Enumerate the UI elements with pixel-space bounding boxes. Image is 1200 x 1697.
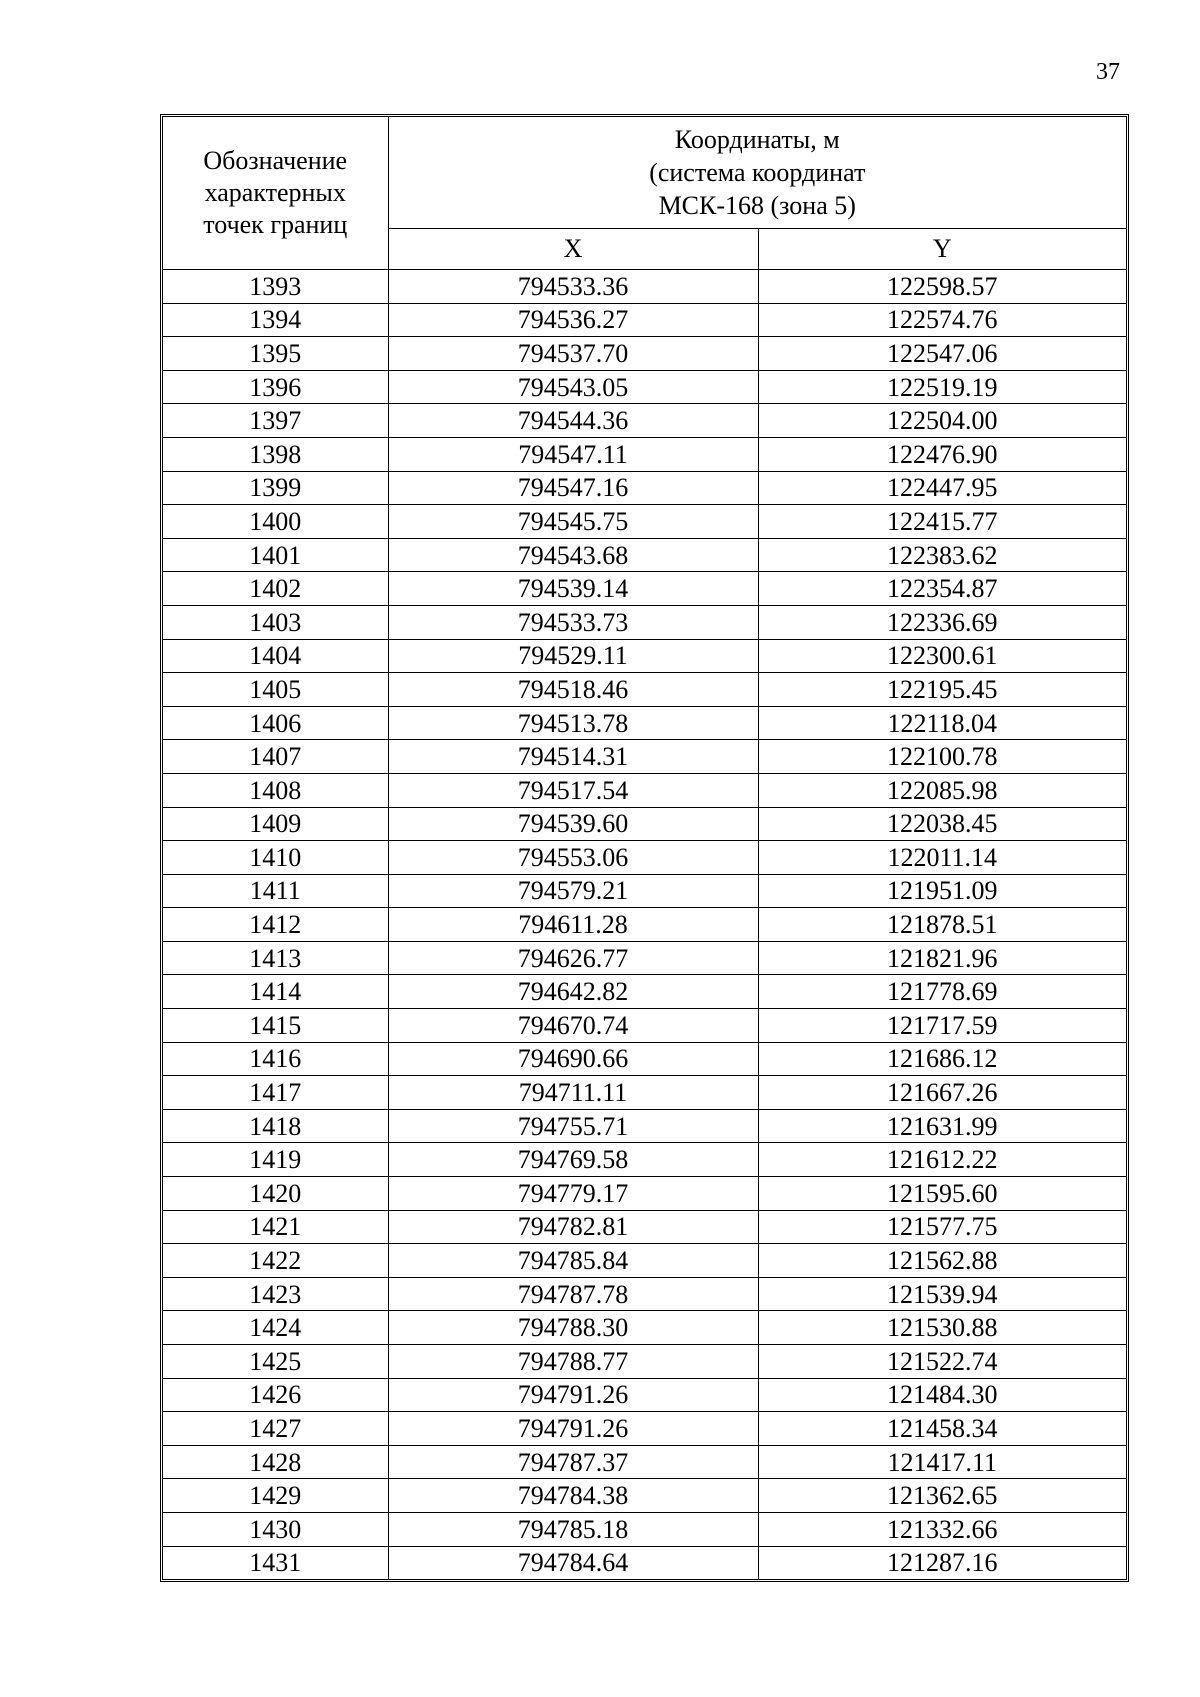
point-cell: 1401 <box>163 538 388 572</box>
y-coordinate-cell: 122300.61 <box>758 639 1126 673</box>
point-cell: 1412 <box>163 908 388 942</box>
point-cell: 1429 <box>163 1479 388 1513</box>
point-cell: 1422 <box>163 1244 388 1278</box>
point-designation-header <box>163 117 388 270</box>
table-row <box>163 1076 1126 1110</box>
table-row <box>163 270 1126 304</box>
y-coordinate-cell: 121362.65 <box>758 1479 1126 1513</box>
point-cell: 1419 <box>163 1143 388 1177</box>
x-coordinate-cell: 794537.70 <box>388 337 758 371</box>
x-coordinate-cell: 794788.77 <box>388 1345 758 1379</box>
header-line: точек границ <box>203 210 348 239</box>
point-cell: 1421 <box>163 1210 388 1244</box>
table-row <box>163 706 1126 740</box>
y-coordinate-cell: 121612.22 <box>758 1143 1126 1177</box>
table-row <box>163 404 1126 438</box>
table-row <box>163 337 1126 371</box>
point-cell: 1400 <box>163 505 388 539</box>
y-coordinate-cell: 122598.57 <box>758 270 1126 304</box>
y-coordinate-cell: 121667.26 <box>758 1076 1126 1110</box>
y-coordinate-cell: 122574.76 <box>758 303 1126 337</box>
header-line: характерных <box>204 178 346 207</box>
table-row <box>163 807 1126 841</box>
x-coordinate-cell: 794784.38 <box>388 1479 758 1513</box>
x-coordinate-cell: 794791.26 <box>388 1378 758 1412</box>
x-coordinate-cell: 794755.71 <box>388 1109 758 1143</box>
table-row <box>163 874 1126 908</box>
y-coordinate-cell: 121332.66 <box>758 1512 1126 1546</box>
table-row <box>163 639 1126 673</box>
point-cell: 1399 <box>163 471 388 505</box>
page-number: 37 <box>1096 59 1120 85</box>
y-coordinate-cell: 121417.11 <box>758 1445 1126 1479</box>
y-coordinate-cell: 122447.95 <box>758 471 1126 505</box>
point-cell: 1423 <box>163 1277 388 1311</box>
point-cell: 1414 <box>163 975 388 1009</box>
point-cell: 1406 <box>163 706 388 740</box>
point-cell: 1395 <box>163 337 388 371</box>
point-cell: 1409 <box>163 807 388 841</box>
y-coordinate-cell: 121821.96 <box>758 941 1126 975</box>
y-coordinate-cell: 121595.60 <box>758 1177 1126 1211</box>
table-row <box>163 303 1126 337</box>
table-row <box>163 908 1126 942</box>
x-coordinate-cell: 794779.17 <box>388 1177 758 1211</box>
point-cell: 1394 <box>163 303 388 337</box>
table-row <box>163 1042 1126 1076</box>
table-row <box>163 1009 1126 1043</box>
point-cell: 1398 <box>163 437 388 471</box>
y-coordinate-cell: 121778.69 <box>758 975 1126 1009</box>
point-cell: 1402 <box>163 572 388 606</box>
y-coordinate-cell: 122336.69 <box>758 605 1126 639</box>
x-coordinate-cell: 794539.14 <box>388 572 758 606</box>
table-row <box>163 1412 1126 1446</box>
point-cell: 1403 <box>163 605 388 639</box>
x-coordinate-cell: 794711.11 <box>388 1076 758 1110</box>
x-coordinate-cell: 794529.11 <box>388 639 758 673</box>
table-row <box>163 1512 1126 1546</box>
x-coordinate-cell: 794513.78 <box>388 706 758 740</box>
x-coordinate-cell: 794533.36 <box>388 270 758 304</box>
x-coordinate-cell: 794553.06 <box>388 841 758 875</box>
point-cell: 1404 <box>163 639 388 673</box>
y-coordinate-cell: 121717.59 <box>758 1009 1126 1043</box>
table-row <box>163 841 1126 875</box>
table-row <box>163 740 1126 774</box>
x-coordinate-cell: 794784.64 <box>388 1546 758 1579</box>
point-cell: 1425 <box>163 1345 388 1379</box>
table-row <box>163 505 1126 539</box>
header-line: Координаты, м <box>674 124 840 154</box>
x-coordinate-cell: 794517.54 <box>388 773 758 807</box>
point-cell: 1430 <box>163 1512 388 1546</box>
y-coordinate-cell: 121458.34 <box>758 1412 1126 1446</box>
x-coordinate-cell: 794642.82 <box>388 975 758 1009</box>
point-cell: 1427 <box>163 1412 388 1446</box>
table-header <box>163 117 1126 270</box>
point-cell: 1416 <box>163 1042 388 1076</box>
x-coordinate-cell: 794626.77 <box>388 941 758 975</box>
y-coordinate-cell: 122547.06 <box>758 337 1126 371</box>
x-coordinate-cell: 794670.74 <box>388 1009 758 1043</box>
x-coordinate-cell: 794514.31 <box>388 740 758 774</box>
y-coordinate-cell: 122354.87 <box>758 572 1126 606</box>
point-cell: 1418 <box>163 1109 388 1143</box>
coordinates-table <box>163 117 1126 1579</box>
y-coordinate-cell: 121562.88 <box>758 1244 1126 1278</box>
x-coordinate-cell: 794788.30 <box>388 1311 758 1345</box>
point-cell: 1431 <box>163 1546 388 1579</box>
y-coordinate-cell: 121631.99 <box>758 1109 1126 1143</box>
point-cell: 1424 <box>163 1311 388 1345</box>
point-cell: 1428 <box>163 1445 388 1479</box>
table-row <box>163 1143 1126 1177</box>
y-coordinate-cell: 122100.78 <box>758 740 1126 774</box>
x-coordinate-cell: 794690.66 <box>388 1042 758 1076</box>
table-row <box>163 1177 1126 1211</box>
point-cell: 1405 <box>163 673 388 707</box>
header-line: Обозначение <box>203 146 348 175</box>
x-coordinate-cell: 794539.60 <box>388 807 758 841</box>
y-coordinate-cell: 122415.77 <box>758 505 1126 539</box>
x-coordinate-cell: 794785.18 <box>388 1512 758 1546</box>
x-coordinate-cell: 794787.37 <box>388 1445 758 1479</box>
y-coordinate-cell: 122085.98 <box>758 773 1126 807</box>
table-row <box>163 605 1126 639</box>
table-row <box>163 1378 1126 1412</box>
y-coordinate-cell: 122011.14 <box>758 841 1126 875</box>
x-coordinate-cell: 794547.11 <box>388 437 758 471</box>
y-coordinate-cell: 122118.04 <box>758 706 1126 740</box>
header-line: МСК-168 (зона 5) <box>658 190 856 220</box>
table-row <box>163 673 1126 707</box>
table-row <box>163 1479 1126 1513</box>
table-row <box>163 1311 1126 1345</box>
x-coordinate-cell: 794543.05 <box>388 370 758 404</box>
table-row <box>163 538 1126 572</box>
x-column-header: X <box>388 228 758 269</box>
table-row <box>163 773 1126 807</box>
y-coordinate-cell: 121522.74 <box>758 1345 1126 1379</box>
table-row <box>163 1109 1126 1143</box>
y-coordinate-cell: 121287.16 <box>758 1546 1126 1579</box>
y-coordinate-cell: 121484.30 <box>758 1378 1126 1412</box>
point-cell: 1426 <box>163 1378 388 1412</box>
y-coordinate-cell: 121577.75 <box>758 1210 1126 1244</box>
point-cell: 1396 <box>163 370 388 404</box>
y-coordinate-cell: 122476.90 <box>758 437 1126 471</box>
table-body <box>163 270 1126 1580</box>
y-coordinate-cell: 122504.00 <box>758 404 1126 438</box>
table-row <box>163 1277 1126 1311</box>
y-coordinate-cell: 122519.19 <box>758 370 1126 404</box>
table-row <box>163 1345 1126 1379</box>
y-column-header: Y <box>758 228 1126 269</box>
y-coordinate-cell: 122383.62 <box>758 538 1126 572</box>
header-line: (система координат <box>649 157 866 187</box>
table-row <box>163 370 1126 404</box>
x-coordinate-cell: 794611.28 <box>388 908 758 942</box>
table-row <box>163 471 1126 505</box>
point-cell: 1397 <box>163 404 388 438</box>
table-row <box>163 572 1126 606</box>
coordinates-table-frame <box>160 114 1129 1582</box>
y-coordinate-cell: 121530.88 <box>758 1311 1126 1345</box>
x-coordinate-cell: 794791.26 <box>388 1412 758 1446</box>
x-coordinate-cell: 794785.84 <box>388 1244 758 1278</box>
x-coordinate-cell: 794544.36 <box>388 404 758 438</box>
y-coordinate-cell: 122195.45 <box>758 673 1126 707</box>
y-coordinate-cell: 121686.12 <box>758 1042 1126 1076</box>
y-coordinate-cell: 121951.09 <box>758 874 1126 908</box>
x-coordinate-cell: 794543.68 <box>388 538 758 572</box>
point-cell: 1415 <box>163 1009 388 1043</box>
table-row <box>163 1546 1126 1579</box>
point-cell: 1393 <box>163 270 388 304</box>
point-cell: 1413 <box>163 941 388 975</box>
table-row <box>163 437 1126 471</box>
x-coordinate-cell: 794547.16 <box>388 471 758 505</box>
y-coordinate-cell: 121878.51 <box>758 908 1126 942</box>
table-row <box>163 941 1126 975</box>
x-coordinate-cell: 794782.81 <box>388 1210 758 1244</box>
point-cell: 1417 <box>163 1076 388 1110</box>
point-cell: 1411 <box>163 874 388 908</box>
table-row <box>163 1244 1126 1278</box>
x-coordinate-cell: 794769.58 <box>388 1143 758 1177</box>
x-coordinate-cell: 794579.21 <box>388 874 758 908</box>
x-coordinate-cell: 794787.78 <box>388 1277 758 1311</box>
point-cell: 1407 <box>163 740 388 774</box>
x-coordinate-cell: 794518.46 <box>388 673 758 707</box>
x-coordinate-cell: 794545.75 <box>388 505 758 539</box>
table-row <box>163 1210 1126 1244</box>
coordinates-header <box>388 117 1126 228</box>
point-cell: 1420 <box>163 1177 388 1211</box>
x-coordinate-cell: 794536.27 <box>388 303 758 337</box>
point-cell: 1410 <box>163 841 388 875</box>
table-row <box>163 1445 1126 1479</box>
x-coordinate-cell: 794533.73 <box>388 605 758 639</box>
y-coordinate-cell: 122038.45 <box>758 807 1126 841</box>
y-coordinate-cell: 121539.94 <box>758 1277 1126 1311</box>
point-cell: 1408 <box>163 773 388 807</box>
table-row <box>163 975 1126 1009</box>
